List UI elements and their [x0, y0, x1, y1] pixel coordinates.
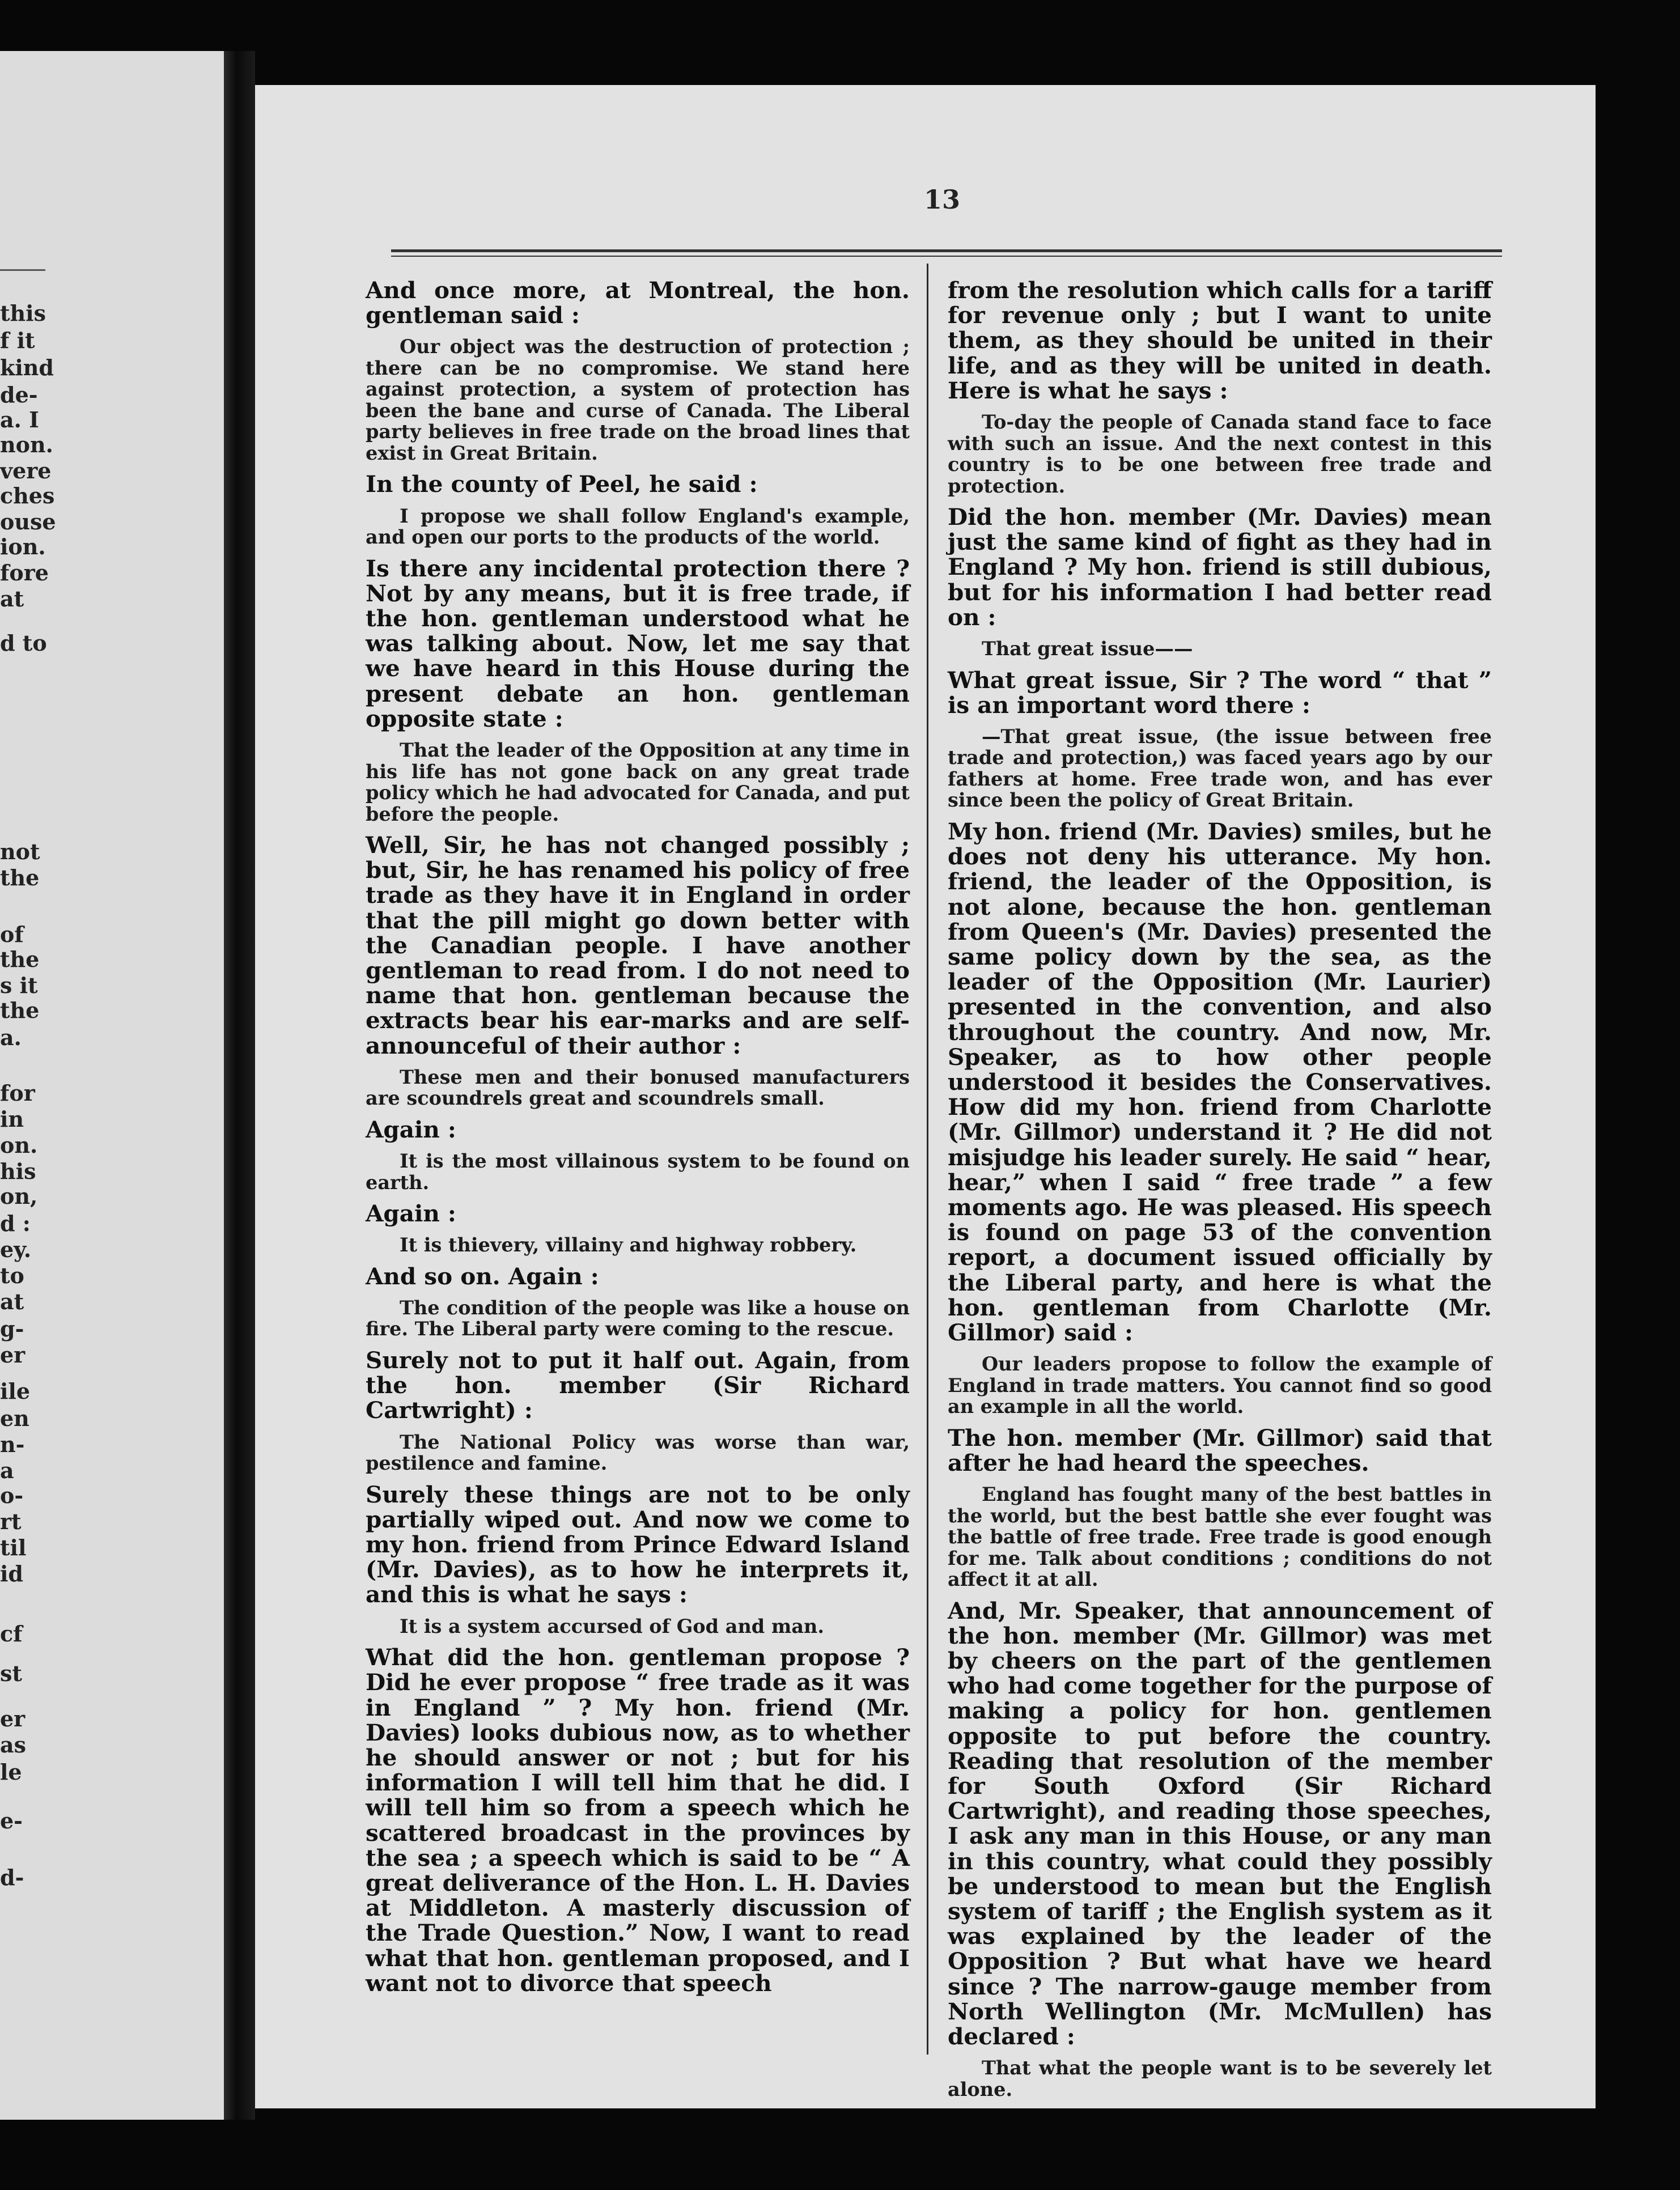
facing-page-text-fragment: not: [0, 839, 40, 864]
page-13: [255, 85, 1596, 2108]
header-rule-thick: [391, 249, 1502, 252]
quoted-passage: It is a system accursed of God and man.: [400, 1615, 825, 1637]
facing-page-text-fragment: o-: [0, 1483, 24, 1508]
facing-page-text-fragment: ches: [0, 483, 55, 508]
quoted-passage: The National Policy was worse than war, pestilence and famine.: [366, 1431, 910, 1475]
body-paragraph: Well, Sir, he has not changed possibly ; but, Sir, he has renamed his policy of free trade as they have it in England in order that the pill might go down better with the Canadian people. I have another gentleman to read from. I do not need to name that hon. gentleman because the extracts bear his ear-marks and are self-announceful of their author :: [366, 831, 910, 1059]
quoted-passage: That what the people want is to be severely let alone.: [948, 2057, 1492, 2100]
facing-page-text-fragment: at: [0, 586, 24, 612]
quoted-passage: To-day the people of Canada stand face to face with such an issue. And the next contest in this country is to be one between free trade and protection.: [948, 411, 1492, 497]
facing-page-text-fragment: cf: [0, 1621, 23, 1646]
body-paragraph: The hon. member (Mr. Gillmor) said that after he had heard the speeches.: [948, 1424, 1492, 1476]
facing-page-text-fragment: his: [0, 1158, 36, 1184]
facing-page-text-fragment: er: [0, 1342, 26, 1368]
facing-page-text-fragment: for: [0, 1080, 35, 1106]
facing-page-text-fragment: on,: [0, 1183, 38, 1209]
facing-page-rule: [0, 269, 45, 271]
facing-page-text-fragment: le: [0, 1759, 22, 1785]
facing-page-text-fragment: e-: [0, 1808, 23, 1834]
facing-page-text-fragment: fore: [0, 560, 49, 585]
facing-page-text-fragment: of: [0, 922, 24, 947]
facing-page-text-fragment: s it: [0, 973, 38, 998]
facing-page-text-fragment: this: [0, 300, 46, 326]
body-paragraph: Again :: [366, 1115, 456, 1143]
facing-page-edge: [0, 51, 224, 2120]
body-paragraph: And so on. Again :: [366, 1262, 599, 1290]
facing-page-text-fragment: ion.: [0, 534, 46, 559]
facing-page-text-fragment: de-: [0, 382, 38, 408]
facing-page-text-fragment: in: [0, 1106, 24, 1132]
quoted-passage: These men and their bonused manufacturers are scoundrels great and scoundrels small.: [366, 1066, 910, 1110]
facing-page-text-fragment: d-: [0, 1865, 24, 1890]
body-paragraph: What did the hon. gentleman propose ? Did he ever propose “ free trade as it was in England ” ? My hon. friend (Mr. Davies) looks dubious now, as to whether he should answer or not ; but for his information I will tell him that he did. I will tell him so from a speech which he scattered broadcast in the provinces by the sea ; a speech which is said to be “ A great deliverance of the Hon. L. H. Davies at Middleton. A masterly discussion of the Trade Question.” Now, I want to read what that hon. gentleman proposed, and I want not to divorce that speech: [366, 1644, 910, 1997]
quoted-passage: That great issue——: [982, 638, 1193, 660]
quoted-passage: It is thievery, villainy and highway robbery.: [400, 1234, 857, 1257]
facing-page-text-fragment: at: [0, 1289, 24, 1314]
facing-page-text-fragment: ile: [0, 1378, 31, 1404]
facing-page-text-fragment: en: [0, 1406, 29, 1431]
header-rule-thin: [391, 256, 1502, 257]
left-column: [366, 278, 910, 1996]
quoted-passage: That the leader of the Opposition at any time in his life has not gone back on any great trade policy which he had advocated for Canada, and put before the people.: [366, 739, 910, 825]
quoted-passage: Our object was the destruction of protection ; there can be no compromise. We stand here against protection, a system of protection has been the bane and curse of Canada. The Liberal party believes in free trade on the broad lines that exist in Great Britain.: [366, 336, 910, 464]
quoted-passage: It is the most villainous system to be found on earth.: [366, 1150, 910, 1194]
body-paragraph: In the county of Peel, he said :: [366, 470, 758, 498]
facing-page-text-fragment: n-: [0, 1432, 25, 1457]
facing-page-text-fragment: d to: [0, 630, 47, 656]
body-paragraph: Did the hon. member (Mr. Davies) mean just the same kind of fight as they had in England ? My hon. friend is still dubious, but for his information I had better read on :: [948, 503, 1492, 631]
quoted-passage: England has fought many of the best battles in the world, but the best battle she ever fought was the battle of free trade. Free trade is good enough for me. Talk about conditions ; conditions do not affect it at all.: [948, 1483, 1492, 1591]
page-number: 13: [924, 184, 961, 215]
book-binding: [224, 51, 255, 2120]
facing-page-text-fragment: st: [0, 1661, 22, 1686]
body-paragraph: What great issue, Sir ? The word “ that ” is an important word there :: [948, 666, 1492, 719]
body-paragraph: And once more, at Montreal, the hon. gentleman said :: [366, 277, 910, 329]
facing-page-text-fragment: kind: [0, 355, 54, 380]
body-paragraph: from the resolution which calls for a tariff for revenue only ; but I want to unite them, as they should be united in their life, and as they will be united in death. Here is what he says :: [948, 277, 1492, 404]
facing-page-text-fragment: g-: [0, 1316, 24, 1342]
quoted-passage: I propose we shall follow England's example, and open our ports to the products of the world.: [366, 504, 910, 549]
body-paragraph: Surely not to put it half out. Again, from the hon. member (Sir Richard Cartwright) :: [366, 1346, 910, 1424]
column-divider: [927, 264, 928, 2055]
facing-page-text-fragment: ouse: [0, 509, 56, 534]
facing-page-text-fragment: er: [0, 1706, 26, 1731]
facing-page-text-fragment: to: [0, 1263, 24, 1288]
body-paragraph: Surely these things are not to be only partially wiped out. And now we come to my hon. friend from Prince Edward Island (Mr. Davies), as to how he interprets it, and this is what he says :: [366, 1480, 910, 1608]
facing-page-text-fragment: rt: [0, 1509, 22, 1534]
body-paragraph: And, Mr. Speaker, that announcement of the hon. member (Mr. Gillmor) was met by cheers on the part of the gentlemen who had come together for the purpose of making a policy for hon. gentlemen opposite to put before the country. Reading that resolution of the member for South Oxford (Sir Richard Cartwright), and reading those speeches, I ask any man in this House, or any man in this country, what could they possibly be understood to mean but the English system of tariff ; the English system as it was explained by the leader of the Opposition ? But what have we heard since ? The narrow-gauge member from North Wellington (Mr. McMullen) has declared :: [948, 1597, 1492, 2051]
quoted-passage: —That great issue, (the issue between free trade and protection,) was faced years ago by our fathers at home. Free trade won, and has ever since been the policy of Great Britain.: [948, 725, 1492, 812]
facing-page-text-fragment: til: [0, 1535, 27, 1560]
facing-page-text-fragment: a.: [0, 1025, 22, 1050]
facing-page-text-fragment: ey.: [0, 1237, 32, 1262]
body-paragraph: My hon. friend (Mr. Davies) smiles, but he does not deny his utterance. My hon. friend, the leader of the Opposition, is not alone, because the hon. gentleman from Queen's (Mr. Davies) presented the same policy down by the sea, as the leader of the Opposition (Mr. Laurier) presented in the convention, and also throughout the country. And now, Mr. Speaker, as to how other people understood it besides the Conservatives. How did my hon. friend from Charlotte (Mr. Gillmor) understand it ? He did not misjudge his leader surely. He said “ hear, hear,” when I said “ free trade ” a few moments ago. He was pleased. His speech is found on page 53 of the convention report, a document issued officially by the Liberal party, and here is what the hon. gentleman from Charlotte (Mr. Gillmor) said :: [948, 817, 1492, 1346]
facing-page-text-fragment: the: [0, 865, 40, 890]
facing-page-text-fragment: non.: [0, 432, 53, 457]
quoted-passage: Our leaders propose to follow the example of England in trade matters. You cannot find so good an example in all the world.: [948, 1353, 1492, 1418]
body-paragraph: Is there any incidental protection there ? Not by any means, but it is free trade, if the hon. gentleman understood what he was talking about. Now, let me say that we have heard in this House during the present debate an hon. gentleman opposite state :: [366, 554, 910, 732]
body-paragraph: Again :: [366, 1200, 456, 1228]
facing-page-text-fragment: as: [0, 1732, 27, 1758]
facing-page-text-fragment: d :: [0, 1211, 31, 1236]
quoted-passage: The condition of the people was like a house on fire. The Liberal party were coming to the rescue.: [366, 1296, 910, 1340]
facing-page-text-fragment: on.: [0, 1132, 38, 1158]
facing-page-text-fragment: a: [0, 1458, 14, 1483]
facing-page-text-fragment: the: [0, 947, 40, 972]
facing-page-text-fragment: the: [0, 998, 40, 1023]
facing-page-text-fragment: id: [0, 1561, 24, 1586]
facing-page-text-fragment: a. I: [0, 407, 39, 432]
facing-page-text-fragment: vere: [0, 458, 52, 483]
right-column: [948, 278, 1492, 2108]
facing-page-text-fragment: f it: [0, 328, 35, 353]
